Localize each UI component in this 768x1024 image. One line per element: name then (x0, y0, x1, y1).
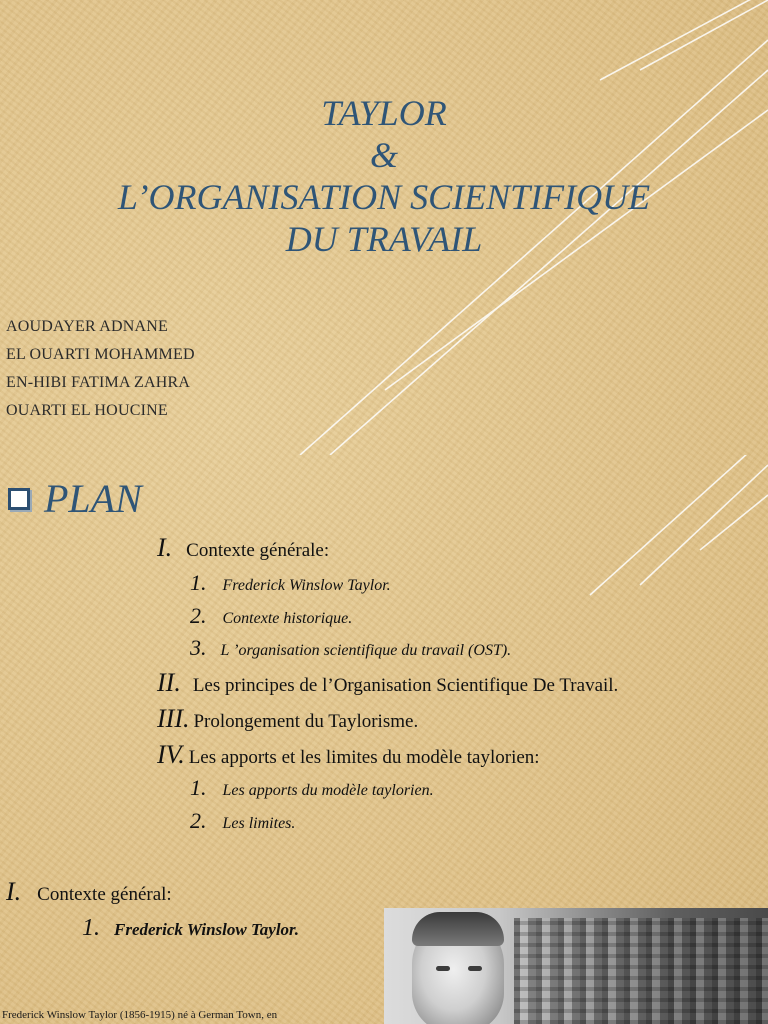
portrait-eye (468, 966, 482, 971)
plan-item-text: Contexte historique. (222, 610, 353, 627)
body-text: Frederick Winslow Taylor (1856-1915) né à German Town, en (2, 1009, 278, 1021)
plan-item-number: IV. (157, 740, 185, 769)
author-name: EL OUARTI MOHAMMED (6, 346, 195, 363)
plan-item (157, 668, 618, 698)
author-name: EN-HIBI FATIMA ZAHRA (6, 374, 191, 391)
author-name: AOUDAYER ADNANE (6, 318, 168, 335)
author-name: OUARTI EL HOUCINE (6, 402, 168, 419)
plan-item-text: Frederick Winslow Taylor. (222, 577, 391, 594)
section-heading (6, 877, 172, 907)
factory-machinery-background (514, 918, 768, 1024)
plan-subitem (190, 603, 352, 629)
plan-heading (8, 475, 142, 522)
plan-item-text: Les principes de l’Organisation Scientifique De Travail. (192, 675, 619, 696)
portrait-hair (412, 912, 504, 946)
plan-item-number: 3. (190, 635, 207, 660)
checkbox-bullet-icon (8, 488, 30, 510)
plan-item-text: Les apports du modèle taylorien. (222, 782, 434, 799)
plan-item-number: 1. (190, 570, 207, 595)
plan-item-text: Prolongement du Taylorisme. (193, 711, 419, 732)
plan-item-number: I. (157, 533, 173, 562)
plan-subitem (190, 775, 434, 801)
title-line: & (369, 135, 398, 175)
plan-item (157, 704, 418, 734)
plan-item (157, 740, 540, 770)
portrait-eye (436, 966, 450, 971)
plan-item-text: Les apports et les limites du modèle taylorien: (188, 747, 540, 768)
content-slide (0, 865, 768, 1024)
title-slide (0, 0, 768, 455)
plan-item (157, 533, 329, 563)
plan-slide (0, 455, 768, 865)
plan-item-number: III. (157, 704, 190, 733)
plan-item-number: 2. (190, 808, 207, 833)
plan-item-number: 2. (190, 603, 207, 628)
author-list (6, 313, 195, 425)
subsection-title: Frederick Winslow Taylor. (114, 920, 299, 939)
plan-subitem (190, 808, 295, 834)
plan-item-number: II. (157, 668, 181, 697)
taylor-portrait-image (384, 908, 768, 1024)
plan-item-number: 1. (190, 775, 207, 800)
section-title: Contexte général: (37, 884, 172, 905)
plan-item-text: Les limites. (222, 815, 296, 832)
title-line: TAYLOR (321, 93, 447, 133)
subsection-number: 1. (82, 915, 100, 941)
plan-item-text: Contexte générale: (186, 540, 330, 561)
presentation-title (0, 92, 768, 260)
plan-subitem (190, 570, 391, 596)
title-line: DU TRAVAIL (285, 219, 483, 259)
plan-item-text: L ’organisation scientifique du travail (OST). (220, 642, 512, 659)
title-line: L’ORGANISATION SCIENTIFIQUE (117, 177, 651, 217)
plan-title: PLAN (44, 476, 142, 521)
section-subheading (82, 915, 299, 942)
section-number: I. (6, 877, 22, 906)
plan-subitem (190, 635, 511, 661)
